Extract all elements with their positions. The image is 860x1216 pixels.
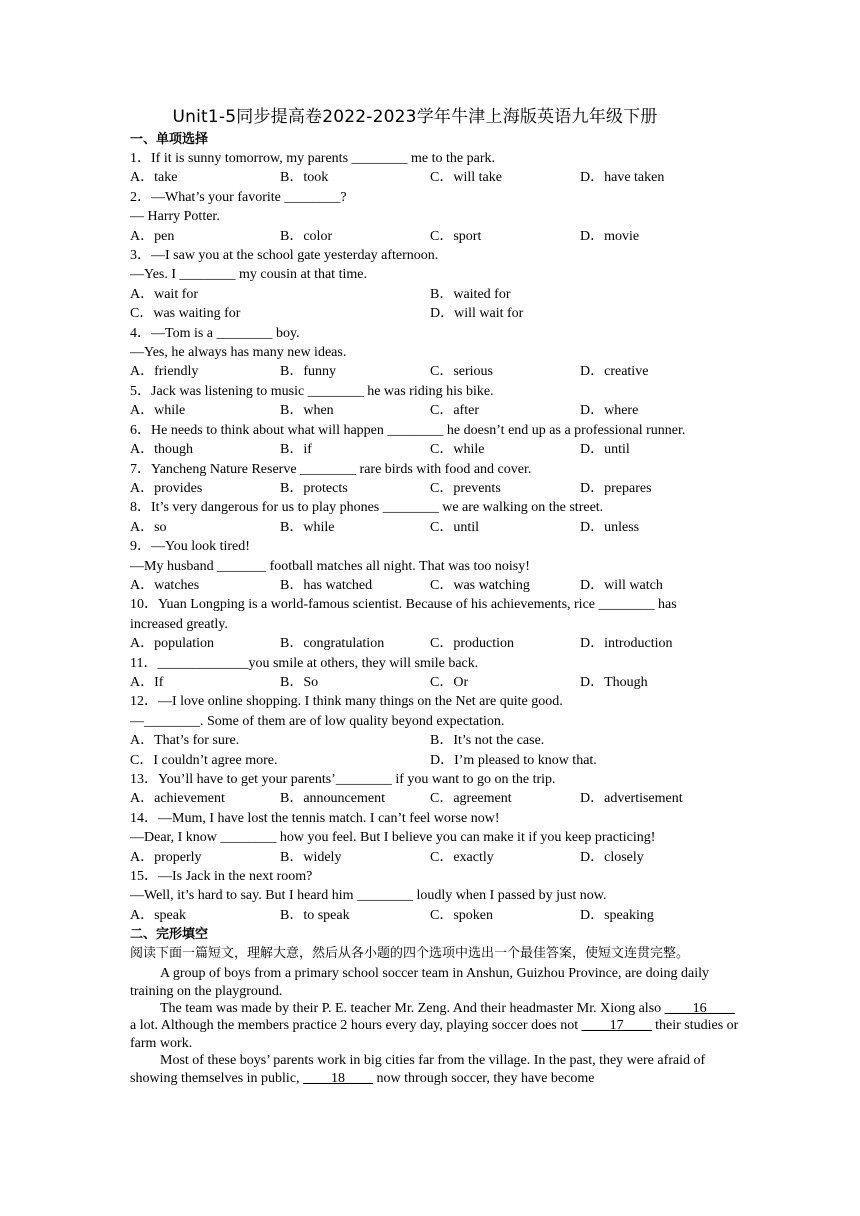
passage-text: a lot. Although the members practice 2 hours every day, playing soccer does not <box>130 1018 579 1034</box>
question-13 <box>130 770 740 809</box>
question-stem: —My husband _______ football matches all night. That was too noisy! <box>130 558 530 574</box>
question-stem: 1．If it is sunny tomorrow, my parents ________ me to the park. <box>130 151 495 166</box>
cloze-blank-17[interactable]: ____17____ <box>581 1018 652 1034</box>
question-2 <box>130 188 740 246</box>
question-stem: 13．You’ll have to get your parents’________ if you want to go on the trip. <box>130 772 556 787</box>
options-row <box>130 789 740 808</box>
answer-option[interactable]: A．pen <box>130 228 175 244</box>
question-stem: 3．—I saw you at the school gate yesterday afternoon. <box>130 248 439 264</box>
question-stem: —________. Some of them are of low quality beyond expectation. <box>130 713 505 729</box>
answer-option[interactable]: C．until <box>430 519 480 535</box>
question-stem: 8．It’s very dangerous for us to play phones ________ we are walking on the street. <box>130 500 604 516</box>
answer-option[interactable]: A．That’s for sure. <box>130 733 240 749</box>
document-page <box>130 104 740 1087</box>
answer-option[interactable]: C．I couldn’t agree more. <box>130 752 278 768</box>
options-row <box>130 401 740 420</box>
answer-option[interactable]: C．prevents <box>430 480 501 496</box>
passage-text: now through soccer, they have become <box>373 1070 595 1086</box>
answer-option[interactable]: D．unless <box>580 519 640 535</box>
question-6 <box>130 421 740 460</box>
passage-paragraph-3 <box>130 1052 740 1087</box>
options-row <box>130 304 740 323</box>
answer-option[interactable]: A．so <box>130 519 167 535</box>
cloze-blank-16[interactable]: ____16____ <box>664 1001 735 1017</box>
answer-option[interactable]: B．widely <box>280 849 342 865</box>
question-stem: — Harry Potter. <box>130 209 220 225</box>
question-3 <box>130 246 740 324</box>
options-row <box>130 362 740 381</box>
answer-option[interactable]: D．will watch <box>580 577 663 593</box>
answer-option[interactable]: B．color <box>280 228 333 244</box>
question-stem: 11．_____________you smile at others, they will smile back. <box>130 655 479 671</box>
answer-option[interactable]: C．will take <box>430 170 502 186</box>
section-heading-cloze: 二、完形填空 <box>130 927 209 943</box>
answer-option[interactable]: B．when <box>280 403 334 419</box>
question-4 <box>130 324 740 382</box>
answer-option[interactable]: B．announcement <box>280 791 385 807</box>
question-stem: —Dear, I know ________ how you feel. But I believe you can make it if you keep practicing! <box>130 830 656 846</box>
question-list <box>130 149 740 925</box>
section-heading-single-choice: 一、单项选择 <box>130 132 209 147</box>
question-1 <box>130 149 740 188</box>
answer-option[interactable]: C．was waiting for <box>130 306 241 322</box>
page-title: Unit1-5同步提高卷2022-2023学年牛津上海版英语九年级下册 <box>172 107 658 127</box>
answer-option[interactable]: C．while <box>430 442 485 458</box>
answer-option[interactable]: C．serious <box>430 364 493 380</box>
answer-option[interactable]: C．sport <box>430 228 482 244</box>
answer-option[interactable]: D．speaking <box>580 907 654 923</box>
question-stem: 5．Jack was listening to music ________ he was riding his bike. <box>130 383 494 399</box>
answer-option[interactable]: B．It’s not the case. <box>430 733 545 749</box>
answer-option[interactable]: D．movie <box>580 228 640 244</box>
question-stem: 4．—Tom is a ________ boy. <box>130 325 300 341</box>
question-9 <box>130 537 740 595</box>
answer-option[interactable]: B．if <box>280 442 312 458</box>
answer-option[interactable]: A．watches <box>130 577 200 593</box>
answer-option[interactable]: A．though <box>130 442 193 458</box>
answer-option[interactable]: A．provides <box>130 480 203 496</box>
answer-option[interactable]: B．congratulation <box>280 636 385 652</box>
passage-text: their studies or farm work. <box>130 1018 739 1051</box>
answer-option[interactable]: C．agreement <box>430 791 512 807</box>
answer-option[interactable]: C．exactly <box>430 849 494 865</box>
options-row <box>130 518 740 537</box>
answer-option[interactable]: B．protects <box>280 480 348 496</box>
answer-option[interactable]: C．was watching <box>430 577 530 593</box>
options-row <box>130 751 740 770</box>
options-row <box>130 168 740 187</box>
question-stem: increased greatly. <box>130 616 228 632</box>
answer-option[interactable]: D．prepares <box>580 480 652 496</box>
question-15 <box>130 867 740 925</box>
passage-text: Most of these boys’ parents work in big cities far from the village. In the past, they were afraid of showing themselves in public, <box>130 1053 706 1086</box>
passage-paragraph-1: A group of boys from a primary school soccer team in Anshun, Guizhou Province, are doing daily training on the playground. <box>130 966 709 999</box>
cloze-instruction: 阅读下面一篇短文，理解大意，然后从各小题的四个选项中选出一个最佳答案，使短文连贯完整。 <box>130 946 690 962</box>
answer-option[interactable]: A．take <box>130 170 178 186</box>
answer-option[interactable]: B．funny <box>280 364 336 380</box>
question-stem: 7．Yancheng Nature Reserve ________ rare birds with food and cover. <box>130 461 532 477</box>
answer-option[interactable]: A．If <box>130 674 164 690</box>
question-stem: —Well, it’s hard to say. But I heard him ________ loudly when I passed by just now. <box>130 888 607 904</box>
answer-option[interactable]: D．closely <box>580 849 644 865</box>
answer-option[interactable]: A．properly <box>130 849 202 865</box>
passage-paragraph-2 <box>130 1000 740 1052</box>
answer-option[interactable]: D．I’m pleased to know that. <box>430 752 597 768</box>
question-stem: —Yes. I ________ my cousin at that time. <box>130 267 367 283</box>
answer-option[interactable]: D．creative <box>580 364 649 380</box>
question-12 <box>130 692 740 770</box>
answer-option[interactable]: A．wait for <box>130 286 199 302</box>
answer-option[interactable]: B．to speak <box>280 907 350 923</box>
options-row <box>130 731 740 750</box>
question-stem: 12．—I love online shopping. I think many things on the Net are quite good. <box>130 694 563 710</box>
options-row <box>130 576 740 595</box>
answer-option[interactable]: B．So <box>280 674 319 690</box>
answer-option[interactable]: A．friendly <box>130 364 199 380</box>
question-stem: 14．—Mum, I have lost the tennis match. I can’t feel worse now! <box>130 810 500 826</box>
answer-option[interactable]: D．will wait for <box>430 306 524 322</box>
answer-option[interactable]: D．until <box>580 442 630 458</box>
question-8 <box>130 498 740 537</box>
options-row <box>130 440 740 459</box>
answer-option[interactable]: C．production <box>430 636 514 652</box>
question-stem: 9．—You look tired! <box>130 539 250 555</box>
question-stem: —Yes, he always has many new ideas. <box>130 345 347 361</box>
options-row <box>130 673 740 692</box>
question-10 <box>130 595 740 653</box>
options-row <box>130 285 740 304</box>
question-14 <box>130 809 740 867</box>
answer-option[interactable]: D．Though <box>580 674 648 690</box>
question-stem: 10．Yuan Longping is a world-famous scientist. Because of his achievements, rice ________ has <box>130 597 677 613</box>
question-stem: 15．—Is Jack in the next room? <box>130 869 313 885</box>
answer-option[interactable]: A．speak <box>130 907 186 923</box>
question-5 <box>130 382 740 421</box>
options-row <box>130 848 740 867</box>
answer-option[interactable]: B．while <box>280 519 335 535</box>
answer-option[interactable]: A．achievement <box>130 791 225 807</box>
cloze-blank-18[interactable]: ____18____ <box>303 1070 374 1086</box>
answer-option[interactable]: D．advertisement <box>580 791 683 807</box>
answer-option[interactable]: D．introduction <box>580 636 673 652</box>
answer-option[interactable]: D．where <box>580 403 639 419</box>
question-7 <box>130 460 740 499</box>
question-stem: 6．He needs to think about what will happen ________ he doesn’t end up as a professional runner. <box>130 422 686 438</box>
question-stem: 2．—What’s your favorite ________? <box>130 189 347 205</box>
answer-option[interactable]: D．have taken <box>580 170 665 186</box>
options-row <box>130 906 740 925</box>
answer-option[interactable]: A．while <box>130 403 186 419</box>
options-row <box>130 227 740 246</box>
answer-option[interactable]: B．took <box>280 170 329 186</box>
question-11 <box>130 654 740 693</box>
answer-option[interactable]: B．has watched <box>280 577 373 593</box>
answer-option[interactable]: C．spoken <box>430 907 493 923</box>
answer-option[interactable]: B．waited for <box>430 286 511 302</box>
answer-option[interactable]: C．after <box>430 403 479 419</box>
options-row <box>130 634 740 653</box>
passage-text: The team was made by their P. E. teacher Mr. Zeng. And their headmaster Mr. Xiong also <box>160 1001 662 1017</box>
answer-option[interactable]: C．Or <box>430 674 469 690</box>
answer-option[interactable]: A．population <box>130 636 214 652</box>
options-row <box>130 479 740 498</box>
